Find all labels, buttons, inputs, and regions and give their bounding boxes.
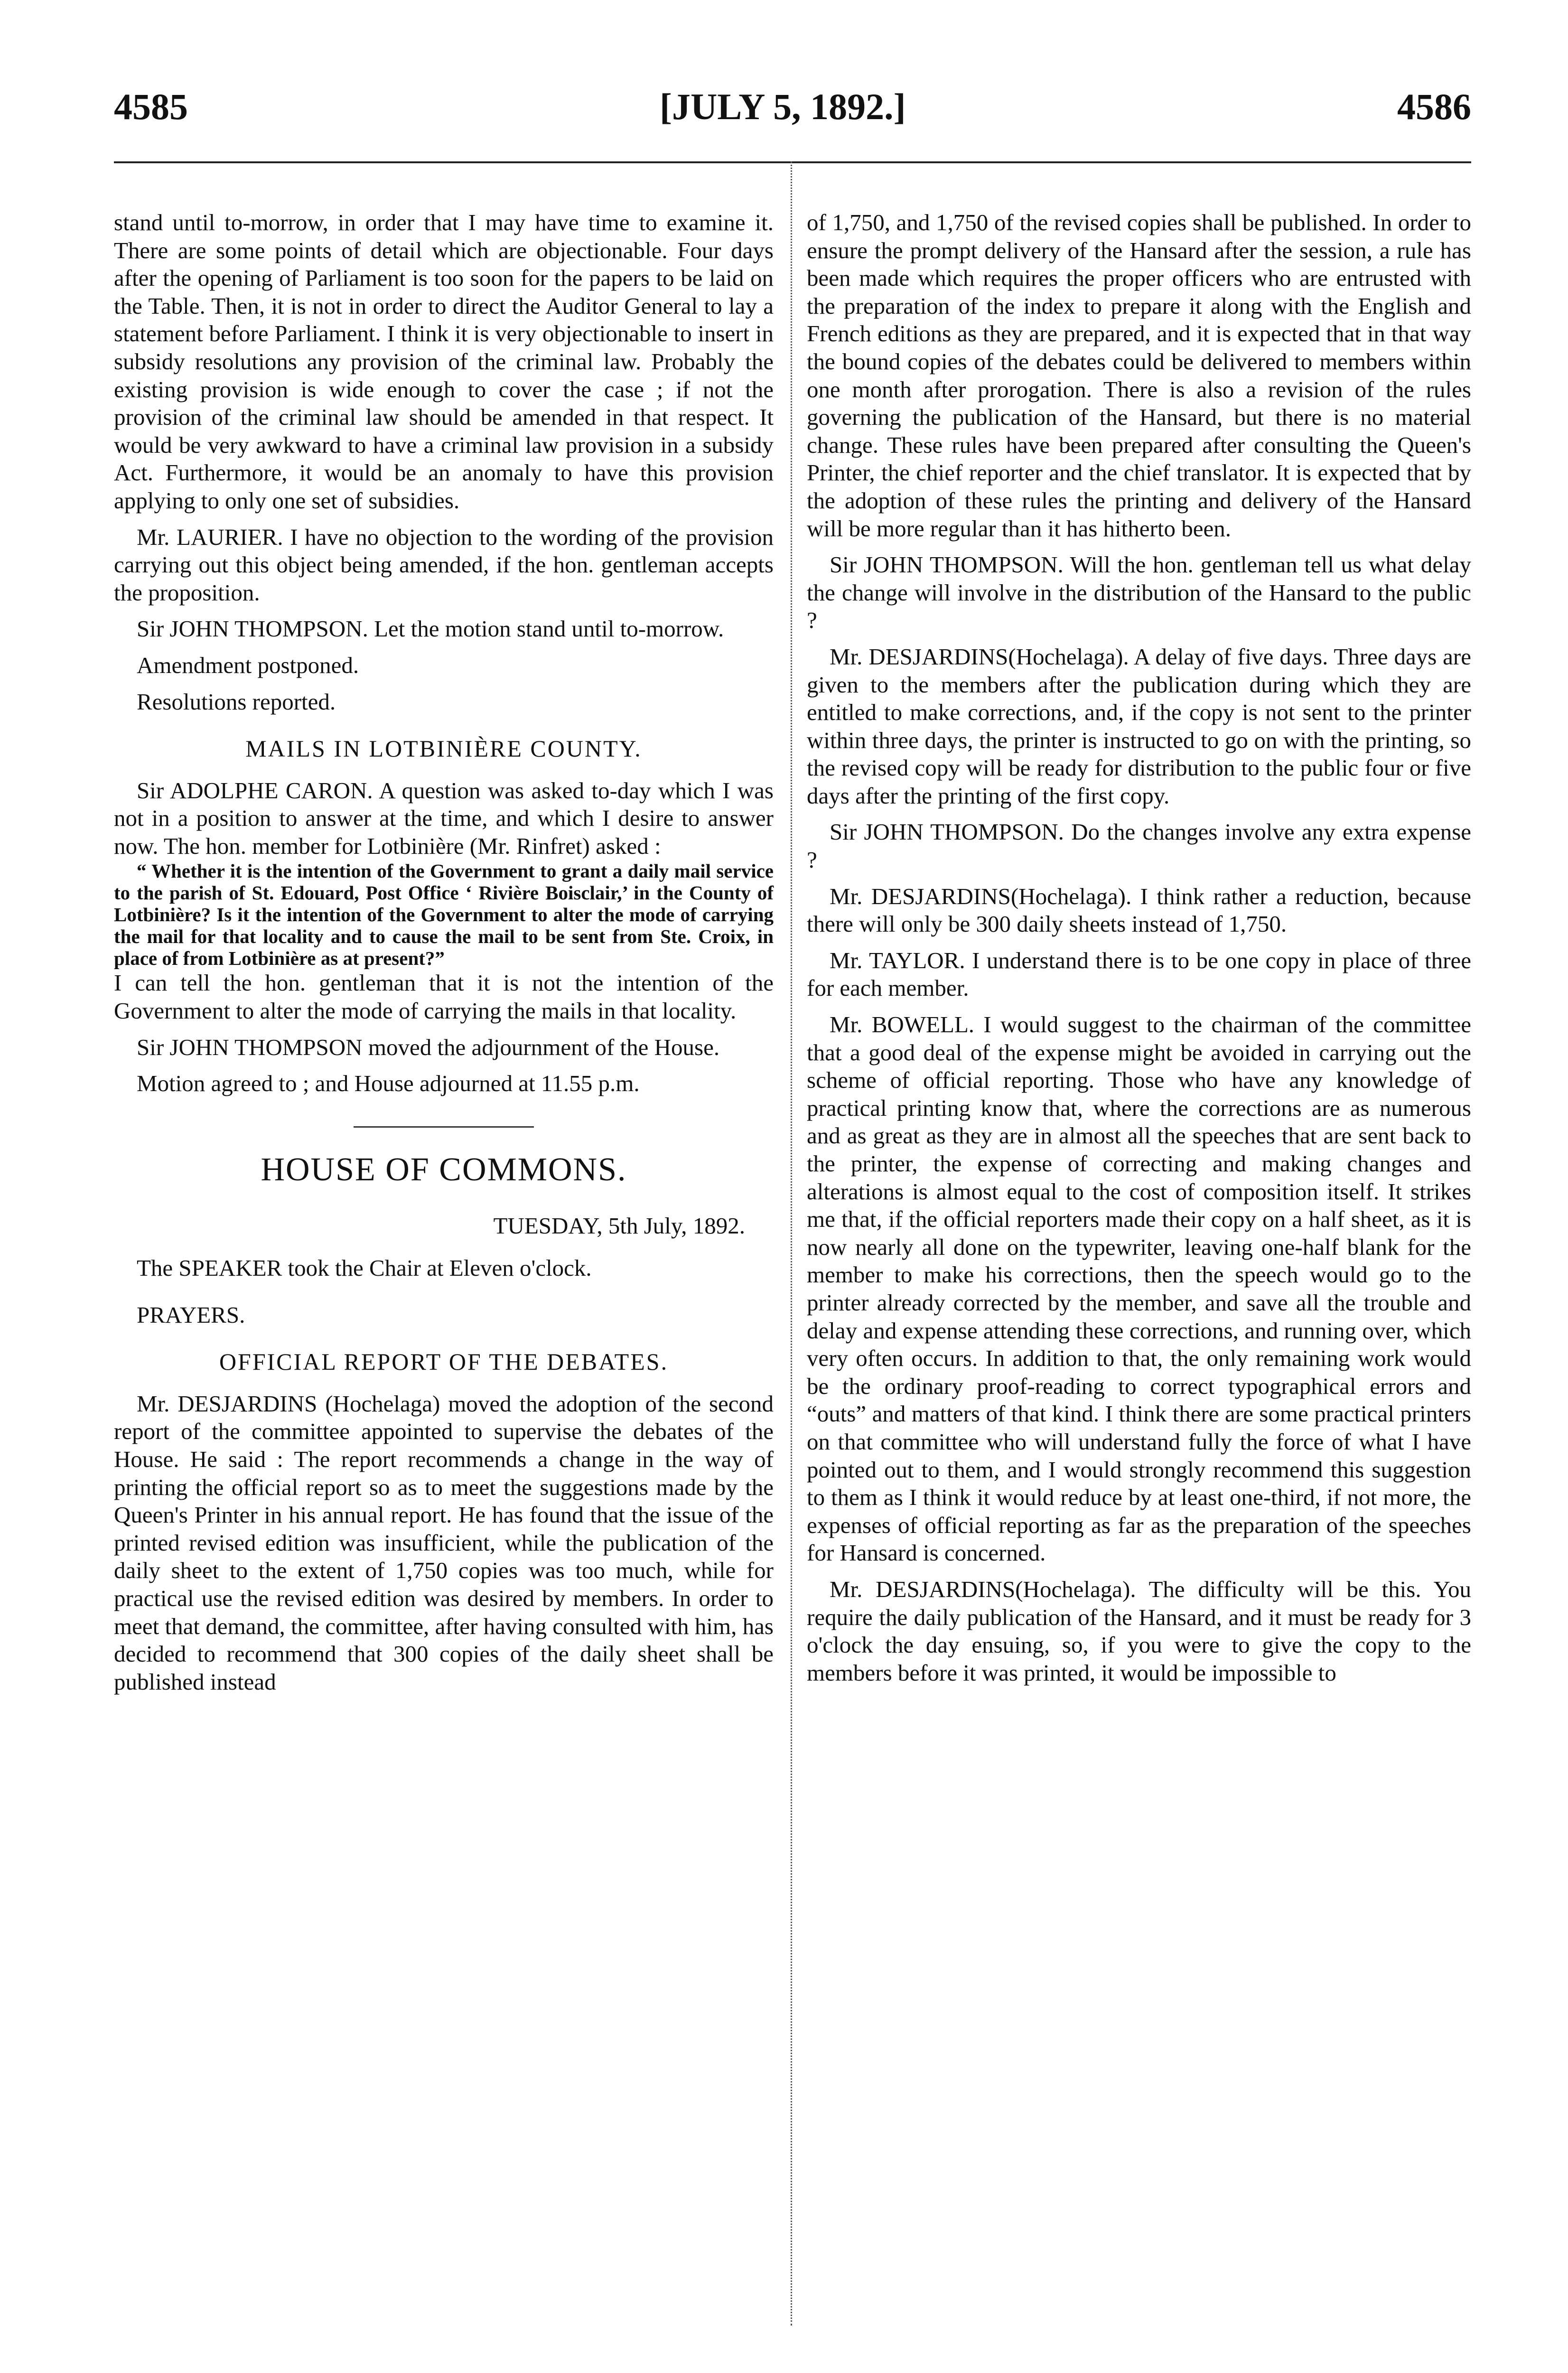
speech-laurier bbox=[114, 523, 774, 607]
speaker-name: Mr. DESJARDINS bbox=[830, 883, 1011, 909]
speaker-chair-note: The SPEAKER took the Chair at Eleven o'clock. bbox=[137, 1255, 592, 1281]
procedural-note: Amendment postponed. bbox=[137, 652, 359, 678]
speech-thompson bbox=[114, 1034, 774, 1062]
speaker-name: Sir JOHN THOMPSON. bbox=[830, 819, 1064, 845]
speaker-name: Sir JOHN THOMPSON bbox=[137, 1034, 363, 1060]
speech-thompson bbox=[807, 818, 1471, 874]
speech-thompson bbox=[114, 615, 774, 643]
speaker-name: Mr. BOWELL. bbox=[830, 1011, 975, 1038]
header-date: [JULY 5, 1892.] bbox=[660, 86, 906, 127]
speech-desjardins bbox=[807, 1576, 1471, 1687]
speech-bowell bbox=[807, 1011, 1471, 1567]
speaker-name: Sir JOHN THOMPSON. bbox=[830, 551, 1064, 578]
section-heading: MAILS IN LOTBINIÈRE COUNTY. bbox=[245, 735, 642, 762]
speech-text: Will the hon. gentleman tell us what delay the change will involve in the distribution of the Hansard to the public ? bbox=[807, 551, 1471, 634]
house-title: HOUSE OF COMMONS. bbox=[261, 1151, 627, 1188]
speech-desjardins bbox=[807, 643, 1471, 810]
speech-text: I would suggest to the chairman of the committee that a good deal of the expense might be avoided in carrying out the scheme of official reporting. Those who have any knowledge of practical printing know that, where the corrections are as numerous and as great as they are in almost all the speeches that are sent back to the printer, the expense of correcting and making changes and alterations is almost equal to the cost of composition itself. It strikes me that, if the official reporters made their copy on a half sheet, as it is now nearly all done on the typewriter, leaving one-half blank for the member to make his corrections, then the speech would go to the printer already corrected by the member, and save all the trouble and delay and expense attending these corrections, and running over, which very often occurs. In addition to that, the only remaining work would be the ordinary proof-reading to correct typographical errors and “outs” and matters of that kind. I think there are some practical printers on that committee who will understand fully the force of what I have pointed out to them, and I would strongly recommend this suggestion to them as I think it would reduce by at least one-third, if not more, the expenses of official reporting as far as the preparation of the speeches for Hansard is concerned. bbox=[807, 1011, 1472, 1566]
speech-text: A question was asked to-day which I was not in a position to answer at the time, and which I desire to answer now. The hon. member for Lotbinière (Mr. Rinfret) asked : bbox=[114, 777, 774, 859]
speech-text: Let the motion stand until to-morrow. bbox=[374, 616, 724, 642]
speaker-name: Mr. DESJARDINS bbox=[830, 643, 1008, 670]
speech-continuation: I can tell the hon. gentleman that it is not the intention of the Government to alter the mode of carrying the mails in that locality. bbox=[114, 970, 774, 1024]
speaker-name: Sir ADOLPHE CARON. bbox=[137, 777, 373, 803]
speech-text: Do the changes involve any extra expense ? bbox=[807, 819, 1472, 873]
speech-text: (Hochelaga) moved the adoption of the second report of the committee appointed to supervise the debates of the House. He said : The report recommends a change in the way of printing the official report so as to meet the suggestions made by the Queen's Printer in his annual report. He has found that the issue of the printed revised edition was insufficient, while the publication of the daily sheet to the extent of 1,750 copies was too much, while for practical use the revised edition was desired by members. In order to meet that demand, the committee, after having consulted with him, has decided to recommend that 300 copies of the daily sheet shall be published instead bbox=[114, 1390, 774, 1695]
paragraph-continuation: stand until to-morrow, in order that I may have time to examine it. There are some points of detail which are objectionable. Four days after the opening of Parliament is too soon for the papers to be laid on the Table. Then, it is not in order to direct the Auditor General to lay a statement before Parliament. I think it is very objectionable to insert in subsidy resolutions any provision of the criminal law. Probably the existing provision is wide enough to cover the case ; if not the provision of the criminal law should be amended in that respect. It would be very awkward to have a criminal law provision in a subsidy Act. Furthermore, it would be an anomaly to have this provision applying to only one set of subsidies. bbox=[114, 209, 774, 514]
section-heading: OFFICIAL REPORT OF THE DEBATES. bbox=[219, 1348, 669, 1375]
right-column bbox=[807, 209, 1471, 1687]
speech-desjardins bbox=[114, 1390, 774, 1696]
speaker-name: Mr. DESJARDINS bbox=[137, 1390, 317, 1417]
speaker-name: Mr. DESJARDINS bbox=[830, 1576, 1016, 1602]
page-header bbox=[114, 85, 1471, 142]
paragraph-continuation: of 1,750, and 1,750 of the revised copies shall be published. In order to ensure the prompt delivery of the Hansard after the session, a rule has been made which requires the proper officers who are entrusted with the preparation of the index to prepare it along with the English and French editions as they are prepared, and it is expected that in that way the bound copies of the debates could be delivered to members within one month after prorogation. There is also a revision of the rules governing the publication of the Hansard, but there is no material change. These rules have been prepared after consulting the Queen's Printer, the chief reporter and the chief translator. It is expected that by the adoption of these rules the printing and delivery of the Hansard will be more regular than it has hitherto been. bbox=[807, 209, 1471, 542]
speaker-name: Mr. LAURIER. bbox=[137, 523, 283, 550]
speech-text: I understand there is to be one copy in place of three for each member. bbox=[807, 947, 1471, 1001]
speech-text: I have no objection to the wording of the provision carrying out this object being amended, if the hon. gentleman accepts the proposition. bbox=[114, 523, 774, 606]
quoted-question: “ Whether it is the intention of the Government to grant a daily mail service to the parish of St. Edouard, Post Office ‘ Rivière Boisclair,’ in the County of Lotbinière? Is it the intention of the Government to alter the mode of carrying the mail for that locality and to cause the mail to be sent from Ste. Croix, in place of from Lotbinière as at present?” bbox=[114, 860, 774, 970]
speech-text: moved the adjournment of the House. bbox=[368, 1034, 720, 1060]
speech-text: (Hochelaga). A delay of five days. Three days are given to the members after the publication during which they are entitled to make corrections, and, if the copy is not sent to the printer within three days, the printer is instructed to go on with the printing, so the revised copy will be ready for distribution to the public four or five days after the printing of the first copy. bbox=[807, 643, 1471, 809]
column-divider bbox=[791, 161, 792, 2326]
sitting-date: TUESDAY, 5th July, 1892. bbox=[493, 1213, 745, 1239]
section-separator bbox=[354, 1126, 534, 1128]
speech-desjardins bbox=[807, 883, 1471, 938]
procedural-note: Resolutions reported. bbox=[137, 688, 336, 715]
speech-thompson bbox=[807, 551, 1471, 635]
speech-caron bbox=[114, 777, 774, 860]
procedural-note: Motion agreed to ; and House adjourned at 11.55 p.m. bbox=[137, 1070, 640, 1097]
speaker-name: Sir JOHN THOMPSON. bbox=[137, 616, 368, 642]
left-column bbox=[114, 209, 774, 1696]
page-number-left: 4585 bbox=[114, 86, 188, 127]
speaker-name: Mr. TAYLOR. bbox=[830, 947, 965, 973]
page-number-right: 4586 bbox=[1397, 86, 1471, 127]
speech-taylor bbox=[807, 947, 1471, 1002]
speech-text: (Hochelaga). The difficulty will be this. You require the daily publication of the Hansard, and it must be ready for 3 o'clock the day ensuing, so, if you were to give the copy to the members before it was printed, it would be impossible to bbox=[807, 1576, 1472, 1686]
header-rule bbox=[114, 161, 1471, 163]
speech-text: (Hochelaga). I think rather a reduction, because there will only be 300 daily sheets instead of 1,750. bbox=[807, 883, 1471, 937]
prayers: PRAYERS. bbox=[137, 1301, 245, 1328]
